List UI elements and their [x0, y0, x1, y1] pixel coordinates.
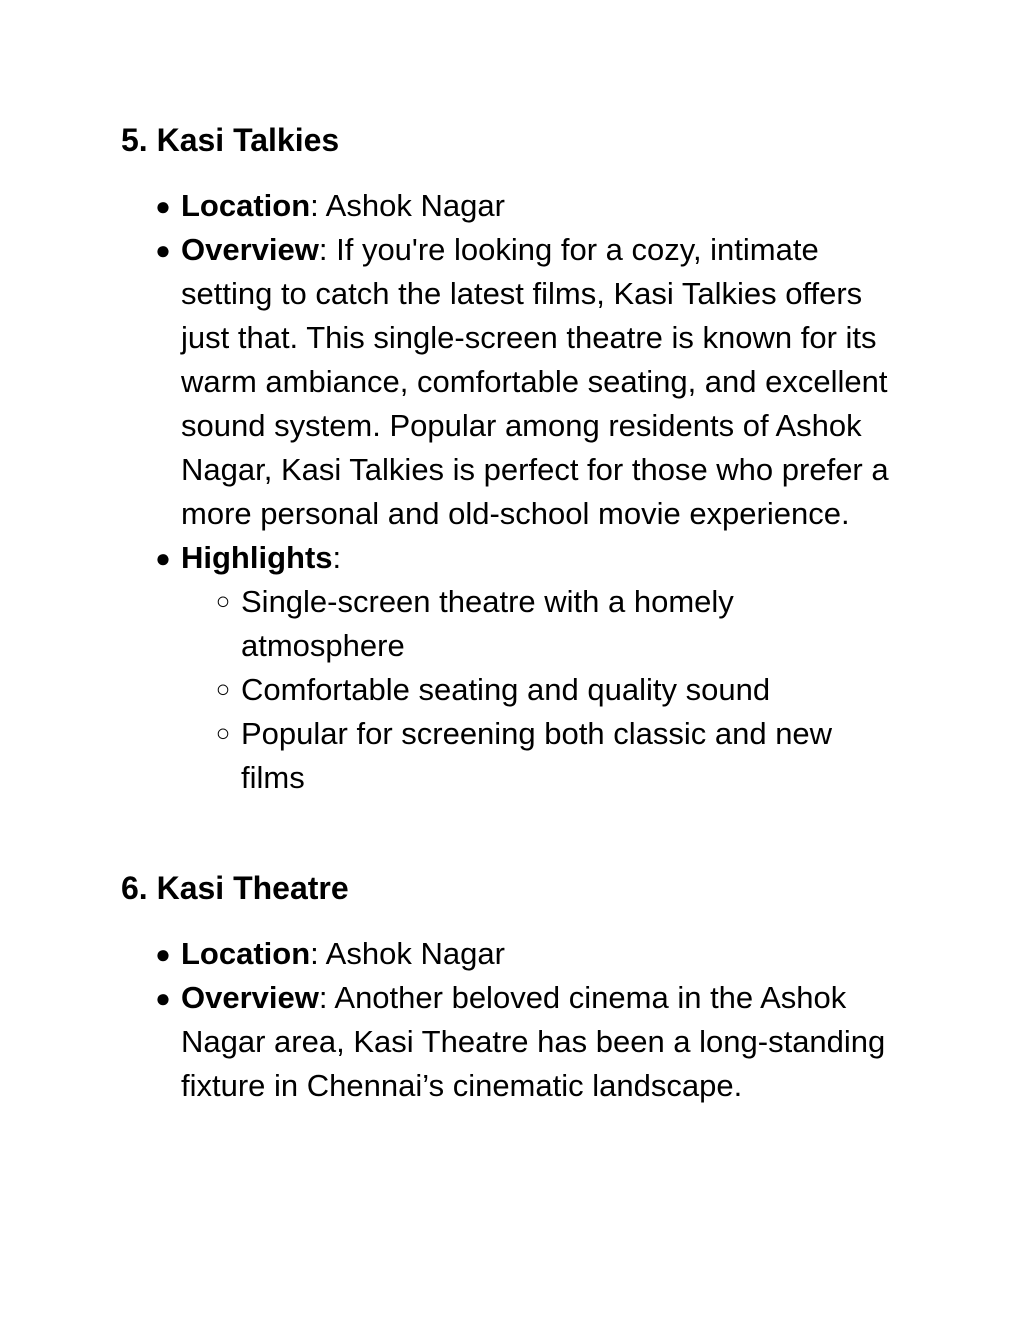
section-kasi-theatre [121, 868, 921, 1108]
sub-list-item [181, 712, 881, 800]
location-label: Location [181, 188, 311, 223]
bullet-icon: ● [155, 939, 171, 969]
section-heading: 6. Kasi Theatre [121, 870, 349, 906]
overview-label: Overview [181, 980, 319, 1015]
highlights-sub-list [181, 580, 911, 800]
location-value: : Ashok Nagar [310, 936, 505, 971]
list-item-location [121, 932, 911, 976]
highlight-text: Comfortable seating and quality sound [241, 672, 771, 707]
highlights-label: Highlights [181, 540, 333, 575]
sub-bullet-icon: ○ [215, 588, 231, 615]
highlights-colon: : [332, 540, 342, 575]
location-value: : Ashok Nagar [310, 188, 505, 223]
location-label: Location [181, 936, 311, 971]
overview-text: : Another beloved cinema in the Ashok Nagar area, Kasi Theatre has been a long-standing fixture in Chennai’s cinematic landscape. [181, 980, 886, 1103]
list-item-overview [121, 228, 911, 536]
sub-list-item [181, 668, 881, 712]
sub-bullet-icon: ○ [215, 676, 231, 703]
list-item-highlights [121, 536, 911, 800]
bullet-list [121, 184, 921, 800]
overview-label: Overview [181, 232, 319, 267]
list-item-overview [121, 976, 911, 1108]
highlight-text: Single-screen theatre with a homely atmosphere [241, 584, 734, 663]
bullet-icon: ● [155, 983, 171, 1013]
bullet-list [121, 932, 921, 1108]
bullet-icon: ● [155, 235, 171, 265]
section-kasi-talkies [121, 120, 921, 800]
highlight-text: Popular for screening both classic and new films [241, 716, 833, 795]
sub-bullet-icon: ○ [215, 720, 231, 747]
sub-list-item [181, 580, 881, 668]
bullet-icon: ● [155, 543, 171, 573]
list-item-location [121, 184, 911, 228]
section-heading: 5. Kasi Talkies [121, 122, 340, 158]
bullet-icon: ● [155, 191, 171, 221]
overview-text: : If you're looking for a cozy, intimate setting to catch the latest films, Kasi Talkies offers just that. This single-screen theatre is known for its warm ambiance, comfortable seating, and excellent sound system. Popular among residents of Ashok Nagar, Kasi Talkies is perfect for those who prefer a more personal and old-school movie experience. [181, 232, 889, 531]
